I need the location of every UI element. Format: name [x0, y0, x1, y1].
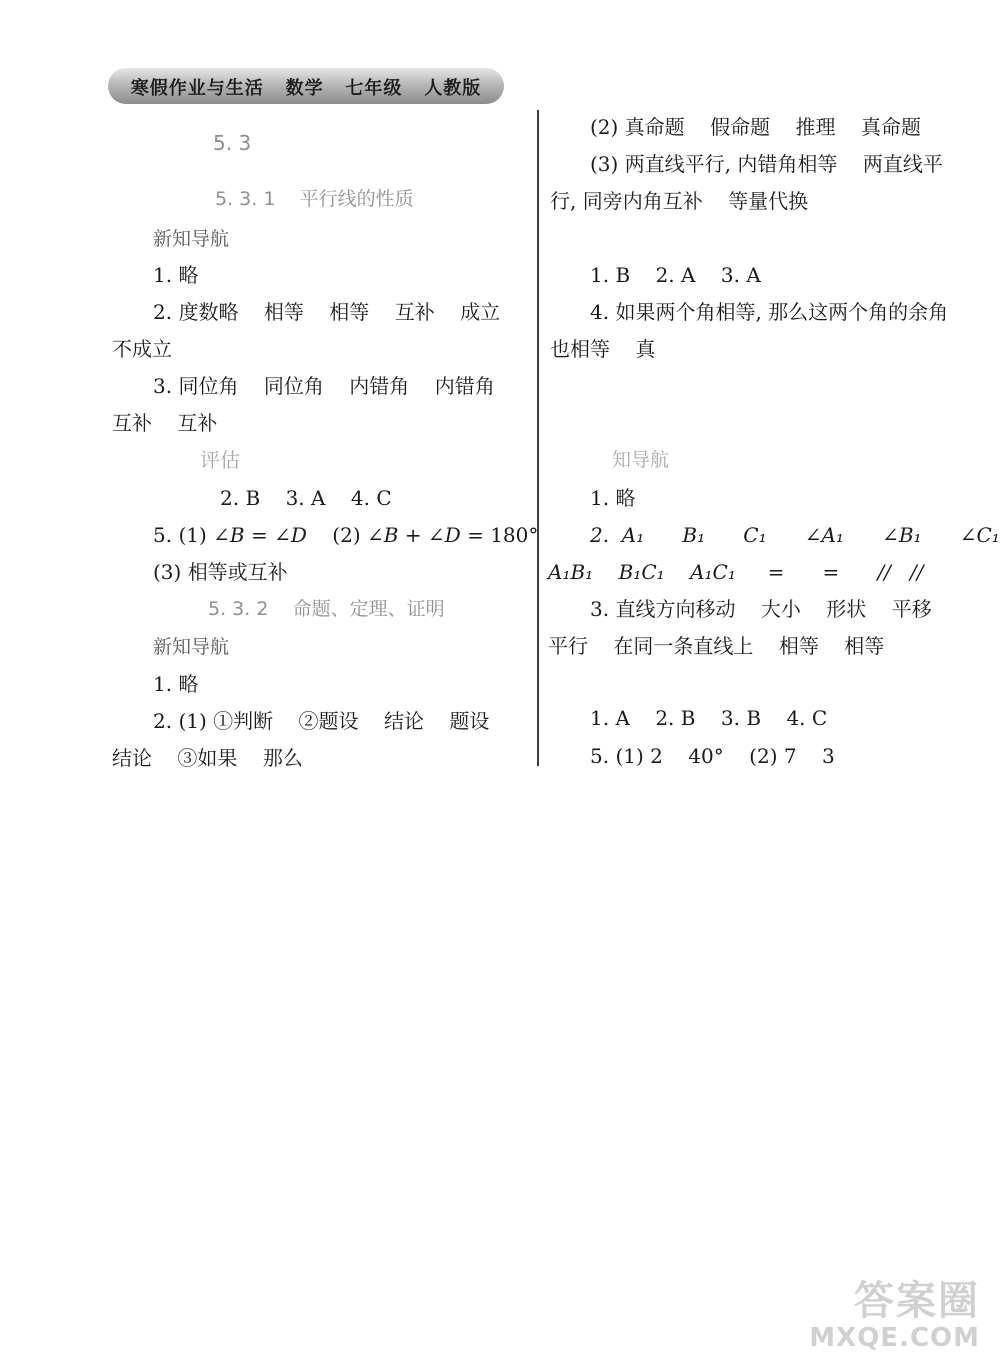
answer-line-angle-relation: 5. (1) ∠B = ∠D (2) ∠B + ∠D = 180°	[153, 523, 539, 547]
answer-line: 不成立	[112, 337, 172, 361]
answer-line: 2. B 3. A 4. C	[220, 486, 392, 510]
answer-line: 1. 略	[153, 263, 199, 287]
answer-line: 行, 同旁内角互补 等量代换	[550, 189, 809, 213]
column-divider	[537, 110, 539, 766]
answer-line-vertices: 2. A₁ B₁ C₁ ∠A₁ ∠B₁ ∠C₁	[590, 523, 1000, 547]
answer-line: 2. 度数略 相等 相等 互补 成立	[153, 300, 501, 324]
site-watermark	[809, 1279, 980, 1353]
answer-line: 互补 互补	[112, 411, 218, 435]
answer-line: 2. (1) ①判断 ②题设 结论 题设	[153, 709, 490, 733]
book-title: 寒假作业与生活 数学 七年级 人教版	[130, 78, 482, 99]
subsection-heading-parallel-lines: 5. 3. 1 平行线的性质	[215, 188, 414, 210]
answer-line-segments: A₁B₁ B₁C₁ A₁C₁ = = // //	[548, 560, 924, 584]
answer-line: 4. 如果两个角相等, 那么这两个角的余角	[590, 300, 949, 324]
answer-line: 5. (1) 2 40° (2) 7 3	[590, 744, 835, 768]
new-knowledge-nav-heading: 新知导航	[153, 636, 230, 658]
answer-line: 结论 ③如果 那么	[112, 746, 303, 770]
answer-line: 3. 同位角 同位角 内错角 内错角	[153, 374, 495, 398]
new-knowledge-nav-heading: 新知导航	[153, 228, 230, 250]
answer-line: 1. 略	[590, 486, 636, 510]
answer-line: 1. 略	[153, 672, 199, 696]
answer-line: (2) 真命题 假命题 推理 真命题	[590, 115, 921, 139]
new-knowledge-nav-heading: 知导航	[612, 449, 670, 471]
answer-line: 1. A 2. B 3. B 4. C	[590, 706, 828, 730]
watermark-url: MXQE.COM	[809, 1323, 980, 1353]
watermark-logo-text: 答案圈	[854, 1278, 980, 1324]
answer-line: 也相等 真	[550, 337, 656, 361]
section-heading: 5. 3	[213, 131, 252, 155]
answer-line: 平行 在同一条直线上 相等 相等	[548, 634, 885, 658]
header-banner	[108, 68, 504, 104]
answer-line: (3) 两直线平行, 内错角相等 两直线平	[590, 152, 943, 176]
answer-line: 3. 直线方向移动 大小 形状 平移	[590, 597, 932, 621]
answer-line: (3) 相等或互补	[153, 560, 288, 584]
subsection-heading-propositions: 5. 3. 2 命题、定理、证明	[208, 598, 445, 620]
evaluation-heading: 评估	[200, 448, 240, 472]
answer-line: 1. B 2. A 3. A	[590, 263, 761, 287]
